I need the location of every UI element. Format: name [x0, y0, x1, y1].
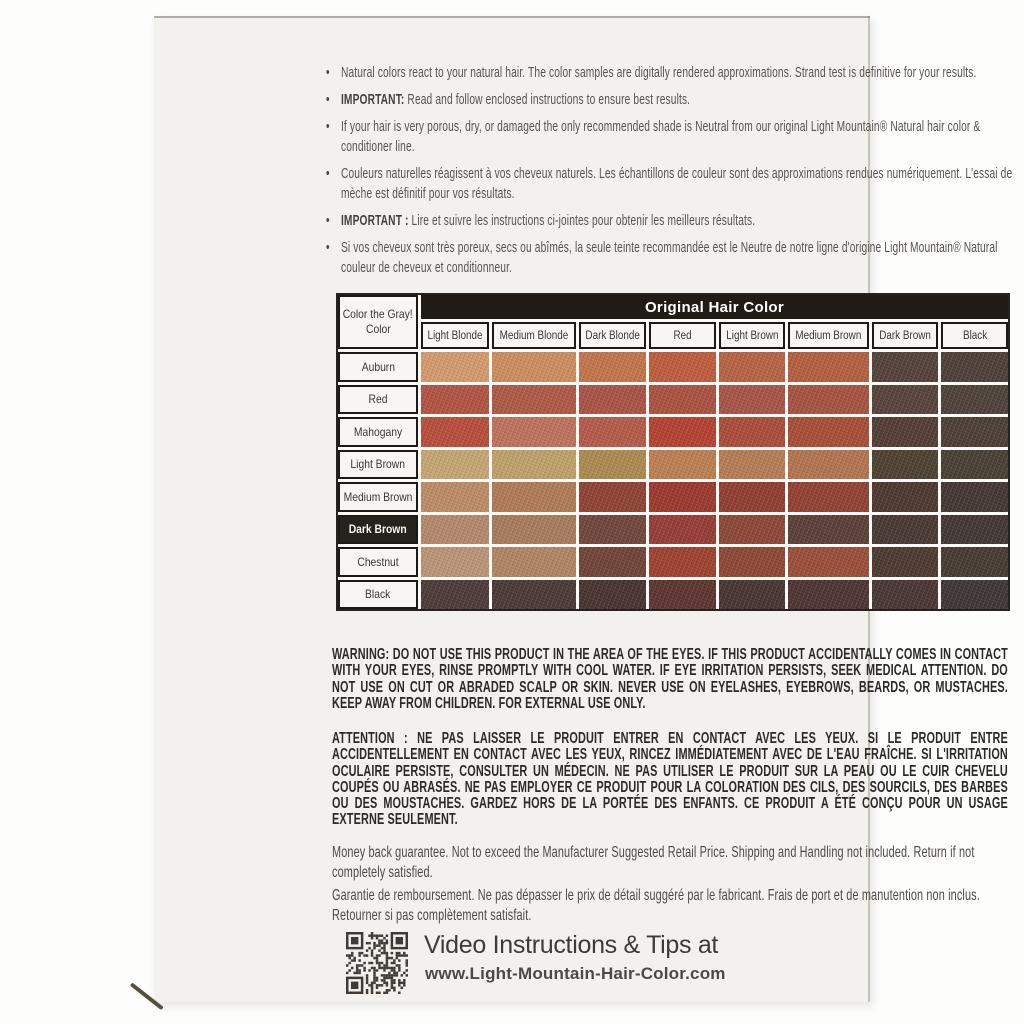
swatch-cell — [872, 352, 939, 382]
swatch-cell — [649, 450, 716, 480]
product-box-back-panel — [154, 16, 1013, 1002]
swatch-cell — [492, 580, 576, 610]
swatch-cell — [579, 450, 646, 480]
swatch-cell — [872, 515, 939, 545]
swatch-cell — [421, 352, 489, 382]
swatch-cell — [579, 580, 646, 610]
swatch-cell — [649, 580, 716, 610]
bullet-dot: • — [326, 91, 330, 108]
swatch-cell — [719, 547, 786, 577]
column-header-label: Medium Brown — [795, 329, 862, 342]
chart-main-header: Original Hair Color — [421, 295, 1008, 319]
bullet-item — [326, 63, 1013, 83]
column-header — [872, 322, 939, 349]
swatch-cell — [492, 385, 576, 415]
swatch-cell — [719, 352, 786, 382]
bullet-item — [326, 211, 1013, 231]
swatch-cell — [872, 417, 939, 447]
swatch-cell — [421, 450, 489, 480]
swatch-cell — [719, 515, 786, 545]
footer-title: Video Instructions & Tips at — [424, 931, 719, 959]
swatch-cell — [872, 385, 939, 415]
swatch-cell — [788, 417, 869, 447]
column-header-label: Dark Brown — [879, 329, 932, 342]
column-header — [719, 322, 786, 349]
row-label — [338, 352, 418, 382]
swatch-cell — [941, 450, 1008, 480]
column-header-label: Red — [673, 329, 692, 342]
swatch-cell — [421, 515, 489, 545]
swatch-cell — [941, 352, 1008, 382]
chart-corner-cell — [338, 295, 418, 349]
swatch-cell — [788, 482, 869, 512]
row-label — [338, 417, 418, 447]
column-header — [421, 322, 489, 349]
swatch-cell — [579, 482, 646, 512]
swatch-cell — [788, 450, 869, 480]
row-label-text: Chestnut — [357, 554, 399, 569]
row-label — [338, 547, 418, 577]
row-label-text: Medium Brown — [343, 489, 413, 504]
row-label-text: Red — [368, 392, 388, 407]
bullet-text: IMPORTANT: Read and follow enclosed instructions to ensure best results. — [340, 91, 691, 108]
row-label-text: Black — [365, 587, 391, 602]
swatch-cell — [872, 580, 939, 610]
swatch-cell — [421, 482, 489, 512]
bullet-item — [326, 117, 1013, 157]
row-label — [338, 385, 418, 415]
swatch-cell — [421, 580, 489, 610]
column-header — [941, 322, 1008, 349]
swatch-cell — [719, 385, 786, 415]
row-label-selected — [338, 515, 418, 545]
bullet-dot: • — [326, 64, 330, 81]
swatch-cell — [788, 385, 869, 415]
bullet-dot: • — [326, 118, 330, 135]
hair-color-chart — [336, 293, 1010, 611]
swatch-cell — [649, 547, 716, 577]
swatch-cell — [649, 482, 716, 512]
column-header-label: Dark Blonde — [585, 329, 640, 342]
swatch-cell — [941, 515, 1008, 545]
column-header — [492, 322, 576, 349]
column-header-label: Light Brown — [725, 329, 779, 342]
column-header-label: Black — [962, 329, 987, 342]
corner-title: Color the Gray! — [343, 307, 413, 321]
swatch-cell — [649, 417, 716, 447]
swatch-cell — [492, 417, 576, 447]
instruction-bullet-list — [326, 63, 1013, 285]
bullet-item — [326, 164, 1013, 204]
swatch-cell — [579, 352, 646, 382]
column-header-label: Medium Blonde — [499, 329, 569, 342]
swatch-cell — [941, 580, 1008, 610]
swatch-cell — [719, 450, 786, 480]
row-label-text: Auburn — [361, 359, 395, 374]
swatch-cell — [579, 385, 646, 415]
swatch-cell — [649, 385, 716, 415]
column-header — [579, 322, 646, 349]
swatch-cell — [492, 482, 576, 512]
bullet-dot: • — [326, 239, 330, 256]
row-label — [338, 450, 418, 480]
qr-code-icon — [346, 932, 408, 994]
swatch-cell — [872, 547, 939, 577]
row-label-text: Dark Brown — [349, 522, 407, 537]
swatch-cell — [649, 515, 716, 545]
guarantee-text-fr: Garantie de remboursement. Ne pas dépasser le prix de détail suggéré par le fabricant. Frais de port et de manutention non inclus. Retourner si pas complètement satisfait. — [332, 887, 980, 924]
swatch-cell — [941, 547, 1008, 577]
swatch-cell — [421, 417, 489, 447]
swatch-cell — [941, 417, 1008, 447]
swatch-cell — [421, 385, 489, 415]
bullet-dot: • — [326, 165, 330, 182]
swatch-cell — [421, 547, 489, 577]
guarantee-text-en: Money back guarantee. Not to exceed the Manufacturer Suggested Retail Price. Shipping and Handling not included. Return if not completely satisfied. — [332, 844, 975, 881]
bullet-text: Couleurs naturelles réagissent à vos cheveux naturels. Les échantillons de couleur sont des approximations rendues numériquement. L'essai de mèche est définitif pour vos résultats. — [340, 165, 1013, 202]
swatch-cell — [941, 482, 1008, 512]
bullet-text: If your hair is very porous, dry, or damaged the only recommended shade is Neutral from our original Light Mountain® Natural hair color & conditioner line. — [340, 118, 981, 155]
swatch-cell — [649, 352, 716, 382]
swatch-cell — [492, 515, 576, 545]
swatch-cell — [492, 352, 576, 382]
swatch-cell — [719, 482, 786, 512]
swatch-cell — [788, 352, 869, 382]
bullet-text: Si vos cheveux sont très poreux, secs ou abîmés, la seule teinte recommandée est le Neutre de notre ligne d'origine Light Mountain® Natural couleur de cheveux et conditionneur. — [340, 239, 998, 276]
column-header-label: Light Blonde — [427, 329, 483, 342]
swatch-cell — [872, 482, 939, 512]
bullet-strong-label: IMPORTANT : — [340, 212, 409, 229]
swatch-cell — [579, 547, 646, 577]
column-header — [649, 322, 716, 349]
bullet-item — [326, 90, 1013, 110]
bullet-item — [326, 238, 1013, 278]
bullet-dot: • — [326, 212, 330, 229]
swatch-cell — [492, 547, 576, 577]
warning-text-fr: ATTENTION : NE PAS LAISSER LE PRODUIT ENTRER EN CONTACT AVEC LES YEUX. SI LE PRODUIT ENTRE ACCIDENTELLEMENT EN CONTACT AVEC LES YEUX, RINCEZ IMMÉDIATEMENT AVEC DE L'EAU FRAÎCHE. SI L'IRRITATION OCULAIRE PERSISTE, CONSULTER UN MÉDECIN. NE PAS UTILISER LE PRODUIT SUR LA PEAU OU LE CUIR CHEVELU COUPÉS OU ABRASÉS. NE PAS EMPLOYER CE PRODUIT POUR LA COLORATION DES CILS, DES SOURCILS, DES BARBES OU DES MOUSTACHES. GARDEZ HORS DE LA PORTÉE DES ENFANTS. CE PRODUIT A ÉTÉ CONÇU POUR UN USAGE EXTERNE SEULEMENT. — [332, 730, 1008, 829]
swatch-cell — [788, 580, 869, 610]
row-label — [338, 482, 418, 512]
swatch-cell — [872, 450, 939, 480]
swatch-cell — [719, 580, 786, 610]
row-label — [338, 580, 418, 610]
swatch-cell — [492, 450, 576, 480]
swatch-cell — [788, 515, 869, 545]
swatch-cell — [941, 385, 1008, 415]
corner-subtitle: Color — [365, 322, 391, 336]
swatch-cell — [788, 547, 869, 577]
bullet-text: IMPORTANT : Lire et suivre les instructions ci-jointes pour obtenir les meilleurs résultats. — [340, 212, 756, 229]
swatch-cell — [719, 417, 786, 447]
swatch-cell — [579, 417, 646, 447]
row-label-text: Light Brown — [350, 457, 406, 472]
footer-url: www.Light-Mountain-Hair-Color.com — [425, 964, 726, 983]
column-header — [788, 322, 869, 349]
bullet-strong-label: IMPORTANT: — [340, 91, 405, 108]
warning-text-en: WARNING: DO NOT USE THIS PRODUCT IN THE AREA OF THE EYES. IF THIS PRODUCT ACCIDENTALLY COMES IN CONTACT WITH YOUR EYES, RINSE PROMPTLY WITH COOL WATER. IF EYE IRRITATION PERSISTS, SEEK MEDICAL ATTENTION. DO NOT USE ON CUT OR ABRADED SCALP OR SKIN. NEVER USE ON EYELASHES, EYEBROWS, BEARDS, OR MUSTACHES. KEEP AWAY FROM CHILDREN. FOR EXTERNAL USE ONLY. — [332, 646, 1008, 712]
swatch-cell — [579, 515, 646, 545]
row-label-text: Mahogany — [353, 424, 403, 439]
bullet-text: Natural colors react to your natural hair. The color samples are digitally rendered approximations. Strand test is definitive for your results. — [340, 64, 977, 81]
